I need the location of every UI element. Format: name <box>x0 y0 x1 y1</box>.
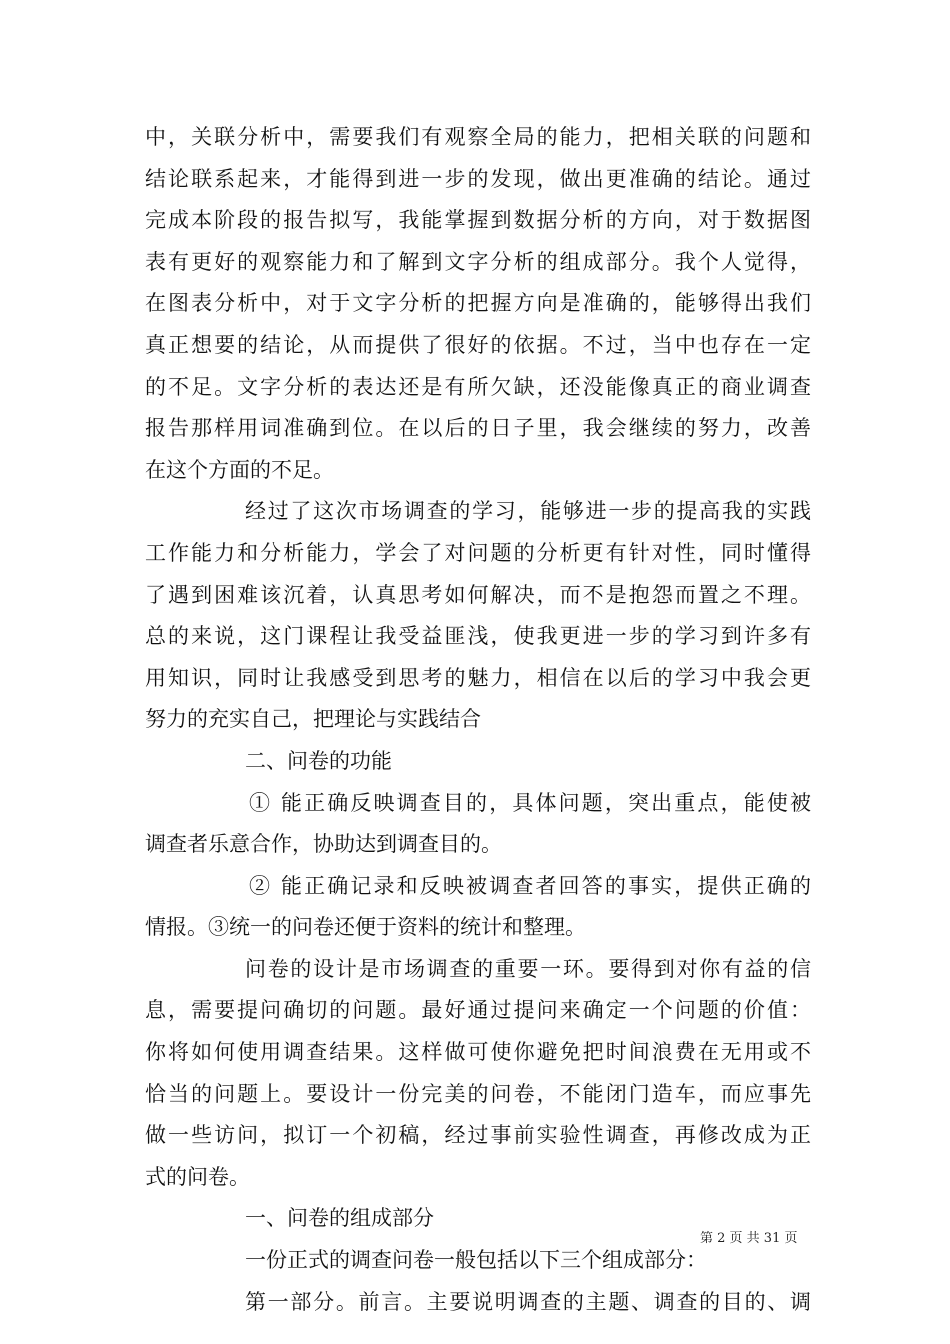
text-line: 式的问卷。 <box>145 1164 250 1189</box>
text-line: 真正想要的结论，从而提供了很好的依据。不过，当中也存在一定 <box>145 332 811 357</box>
list-item-start-line: ② 能正确记录和反映被调查者回答的事实，提供正确的 <box>249 873 811 898</box>
text-line: 恰当的问题上。要设计一份完美的问卷，不能闭门造车，而应事先 <box>145 1081 811 1106</box>
text-line: 表有更好的观察能力和了解到文字分析的组成部分。我个人觉得， <box>145 249 811 274</box>
text-line: 了遇到困难该沉着，认真思考如何解决，而不是抱怨而置之不理。 <box>145 582 811 607</box>
text-line: 调查者乐意合作，协助达到调查目的。 <box>145 832 502 857</box>
text-line: 工作能力和分析能力，学会了对问题的分析更有针对性，同时懂得 <box>145 540 811 565</box>
text-line: 努力的充实自己，把理论与实践结合 <box>145 707 481 732</box>
text-line: 在图表分析中，对于文字分析的把握方向是准确的，能够得出我们 <box>145 291 811 316</box>
text-line: 你将如何使用调查结果。这样做可使你避免把时间浪费在无用或不 <box>145 1040 811 1065</box>
text-line: 报告那样用词准确到位。在以后的日子里，我会继续的努力，改善 <box>145 416 811 441</box>
document-body <box>145 117 811 1323</box>
list-item-start-line: ① 能正确反映调查目的，具体问题，突出重点，能使被 <box>249 790 811 815</box>
text-line: 用知识，同时让我感受到思考的魅力，相信在以后的学习中我会更 <box>145 665 811 690</box>
page-number: 第 2 页 共 31 页 <box>700 1231 798 1246</box>
paragraph-start-line: 问卷的设计是市场调查的重要一环。要得到对你有益的信 <box>245 956 811 981</box>
paragraph-start-line: 第一部分。前言。主要说明调查的主题、调查的目的、调 <box>245 1289 811 1314</box>
text-line: 完成本阶段的报告拟写，我能掌握到数据分析的方向，对于数据图 <box>145 208 811 233</box>
paragraph-start-line: 一份正式的调查问卷一般包括以下三个组成部分： <box>245 1248 707 1273</box>
text-line: 总的来说，这门课程让我受益匪浅，使我更进一步的学习到许多有 <box>145 624 811 649</box>
paragraph-start-line: 经过了这次市场调查的学习，能够进一步的提高我的实践 <box>245 499 811 524</box>
text-line: 做一些访问，拟订一个初稿，经过事前实验性调查，再修改成为正 <box>145 1123 811 1148</box>
text-line: 结论联系起来，才能得到进一步的发现，做出更准确的结论。通过 <box>145 166 811 191</box>
text-line: 息，需要提问确切的问题。最好通过提问来确定一个问题的价值： <box>145 998 811 1023</box>
section-heading: 二、问卷的功能 <box>245 748 392 773</box>
text-line: 的不足。文字分析的表达还是有所欠缺，还没能像真正的商业调查 <box>145 374 811 399</box>
text-line: 中，关联分析中，需要我们有观察全局的能力，把相关联的问题和 <box>145 125 811 149</box>
text-line: 情报。③统一的问卷还便于资料的统计和整理。 <box>145 915 586 940</box>
section-heading: 一、问卷的组成部分 <box>245 1206 434 1231</box>
text-line: 在这个方面的不足。 <box>145 457 334 482</box>
